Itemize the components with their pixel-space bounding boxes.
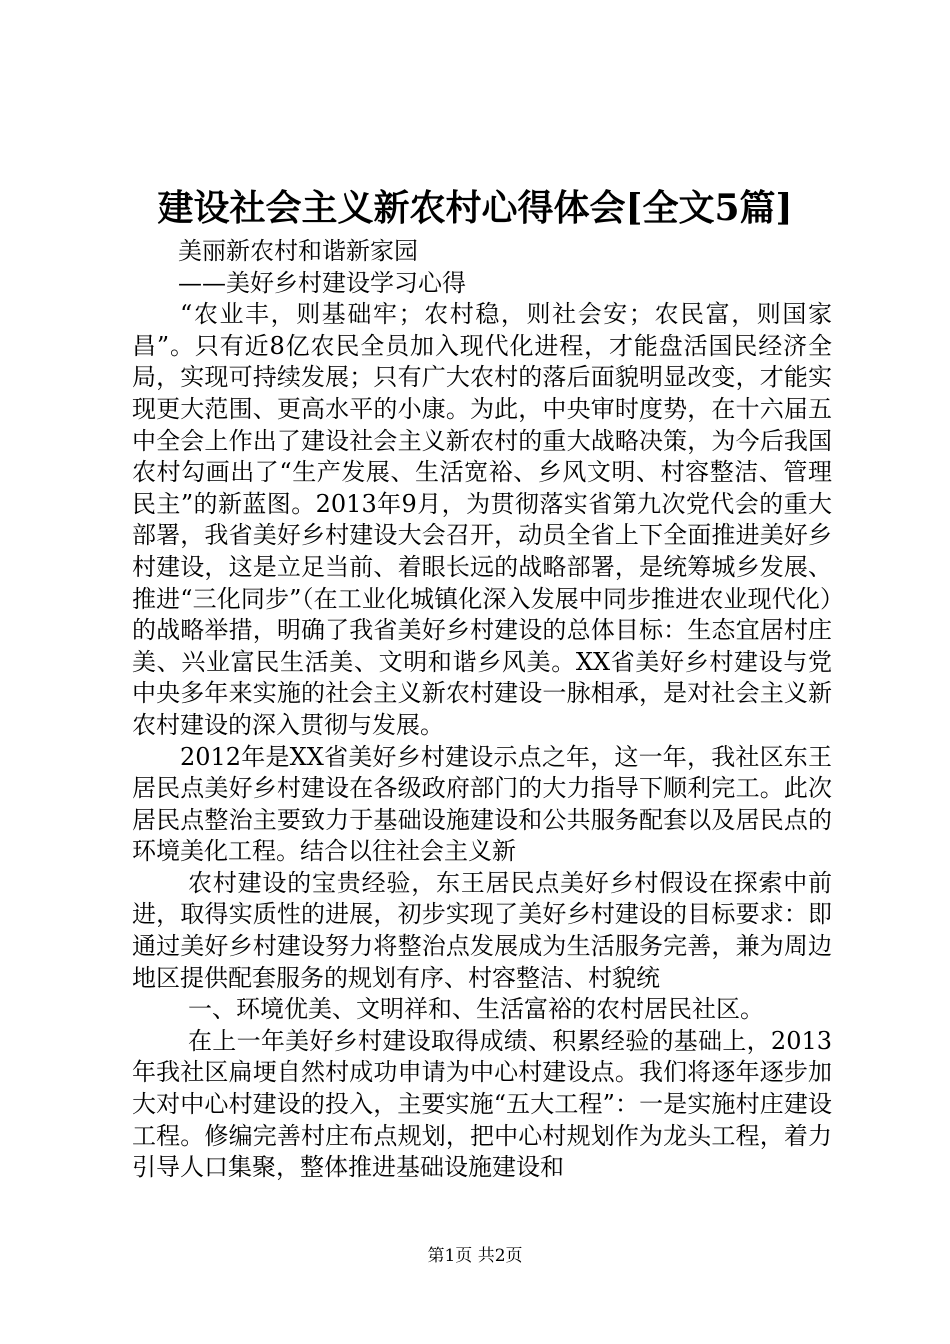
paragraph-3: 农村建设的宝贵经验，东王居民点美好乡村假设在探索中前进，取得实质性的进展，初步实现了美好乡村建设的目标要求：即通过美好乡村建设努力将整治点发展成为生活服务完善，兼为周边地区提供配套服务的规划有序、村容整洁、村貌统 [132, 868, 832, 992]
subtitle-line-1: 美丽新农村和谐新家园 [178, 237, 418, 265]
document-title: 建设社会主义新农村心得体会[全文5篇] [157, 187, 793, 229]
paragraph-2: 2012年是XX省美好乡村建设示点之年，这一年，我社区东王居民点美好乡村建设在各级政府部门的大力指导下顺利完工。此次居民点整治主要致力于基础设施建设和公共服务配套以及居民点的环境美化工程。结合以往社会主义新 [132, 742, 832, 866]
paragraph-1: “农业丰，则基础牢；农村稳，则社会安；农民富，则国家昌”。只有近8亿农民全员加入现代化进程，才能盘活国民经济全局，实现可持续发展；只有广大农村的落后面貌明显改变，才能实现更大范围、更高水平的小康。为此，中央审时度势，在十六届五中全会上作出了建设社会主义新农村的重大战略决策，为今后我国农村勾画出了“生产发展、生活宽裕、乡风文明、村容整洁、管理民主”的新蓝图。2013年9月，为贯彻落实省第九次党代会的重大部署，我省美好乡村建设大会召开，动员全省上下全面推进美好乡村建设，这是立足当前、着眼长远的战略部署，是统筹城乡发展、推进“三化同步”（在工业化城镇化深入发展中同步推进农业现代化）的战略举措，明确了我省美好乡村建设的总体目标：生态宜居村庄美、兴业富民生活美、文明和谐乡风美。XX省美好乡村建设与党中央多年来实施的社会主义新农村建设一脉相承，是对社会主义新农村建设的深入贯彻与发展。 [132, 300, 832, 739]
paragraph-5: 在上一年美好乡村建设取得成绩、积累经验的基础上，2013年我社区扁埂自然村成功申请为中心村建设点。我们将逐年逐步加大对中心村建设的投入，主要实施“五大工程”：一是实施村庄建设工程。修编完善村庄布点规划，把中心村规划作为龙头工程，着力引导人口集聚，整体推进基础设施建设和 [132, 1026, 832, 1182]
paragraph-4: 一、环境优美、文明祥和、生活富裕的农村居民社区。 [188, 995, 764, 1024]
subtitle-line-2: ——美好乡村建设学习心得 [178, 268, 466, 297]
document-body [132, 236, 832, 1184]
page-footer: 第1页 共2页 [427, 1246, 523, 1266]
